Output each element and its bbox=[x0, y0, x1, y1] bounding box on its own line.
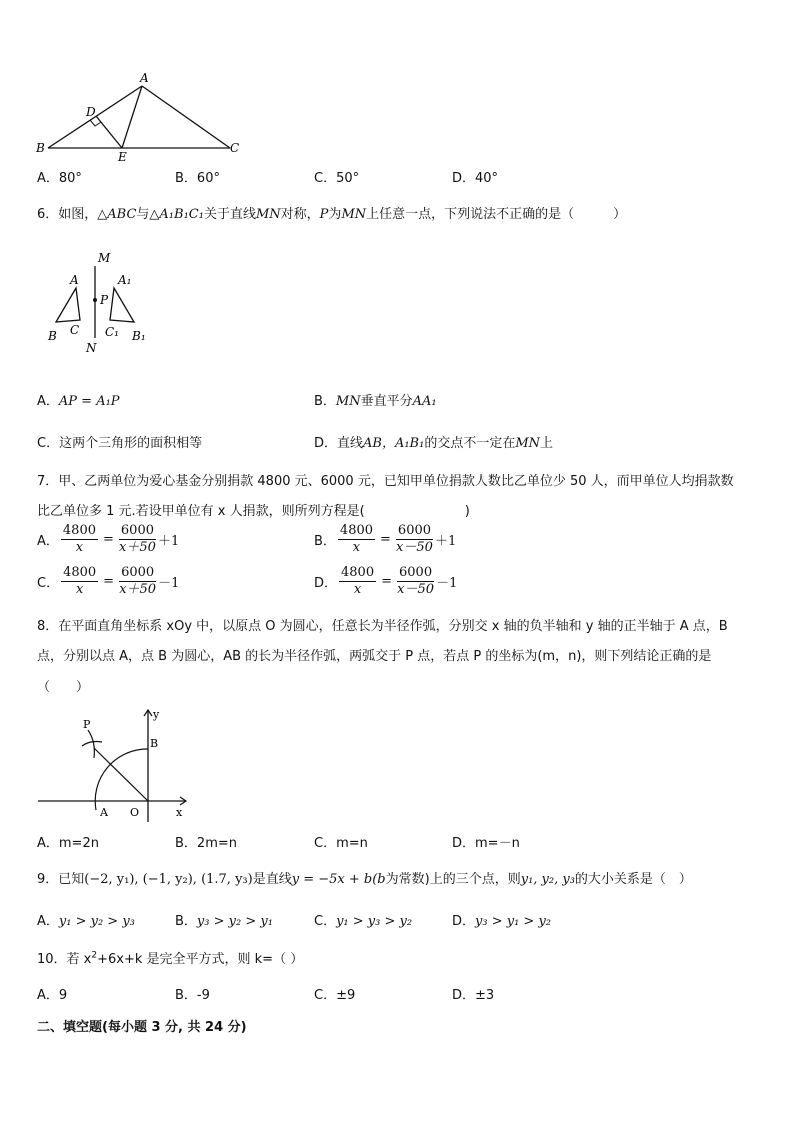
numerator: 6000 bbox=[121, 565, 155, 580]
side-ac bbox=[142, 86, 230, 148]
q6-stem-p: P bbox=[319, 207, 329, 222]
q9-line-equation: y = −5x + b( bbox=[291, 872, 378, 887]
label-p: P bbox=[100, 293, 109, 307]
label-e: E bbox=[118, 150, 127, 164]
denominator: x＋50 bbox=[119, 540, 156, 555]
q6-option-b-math: MN bbox=[335, 394, 361, 409]
q10-option-b: B．-9 bbox=[175, 988, 210, 1003]
label-n: N bbox=[86, 341, 97, 355]
q6-option-d-end: 上 bbox=[540, 436, 554, 451]
label-b: B bbox=[36, 141, 45, 155]
fraction bbox=[397, 565, 434, 598]
point-p bbox=[93, 298, 97, 302]
option-math: y₁ > y₂ > y₃ bbox=[58, 914, 135, 929]
segment-de bbox=[96, 116, 122, 148]
q7-option-d bbox=[314, 565, 457, 598]
q5-option-d: D．40° bbox=[452, 171, 499, 186]
q9-mid: 是直线 bbox=[252, 872, 292, 887]
fraction bbox=[61, 523, 98, 556]
q6-option-d-math: AB，A₁B₁ bbox=[363, 436, 425, 451]
q6-stem-part: 与△ bbox=[136, 207, 160, 222]
arc-from-a bbox=[82, 742, 102, 747]
q6-stem-part: 为 bbox=[328, 207, 342, 222]
arc-from-b bbox=[88, 730, 94, 758]
q10-option-c: C．±9 bbox=[314, 988, 356, 1003]
numerator: 4800 bbox=[63, 565, 97, 580]
q9-end: 的大小关系是（ ） bbox=[574, 872, 692, 887]
label-a: A bbox=[100, 806, 108, 819]
q8-stem-line1: 8．在平面直角坐标系 xOy 中，以原点 O 为圆心，任意长为半径作弧，分别交 x 轴的负半轴和 y 轴的正半轴于 A 点，B bbox=[37, 619, 728, 634]
q8-stem-line2: 点，分别以点 A，点 B 为圆心，AB 的长为半径作弧，两弧交于 P 点，若点 P 的坐标为(m，n)，则下列结论正确的是 bbox=[37, 649, 712, 664]
denominator: x＋50 bbox=[119, 582, 157, 597]
q7-option-c bbox=[37, 565, 179, 598]
label-a: A bbox=[70, 273, 79, 287]
q6-stem-mn2: MN bbox=[341, 207, 367, 222]
q8-option-d: D．m=－n bbox=[452, 836, 520, 851]
label-c1: C₁ bbox=[105, 325, 119, 339]
q10-exponent: 2 bbox=[91, 950, 98, 961]
q9-stem bbox=[37, 868, 692, 887]
q6-stem bbox=[37, 203, 626, 222]
option-label: D． bbox=[452, 914, 476, 929]
numerator: 6000 bbox=[397, 523, 432, 538]
q10-pre: 10．若 x bbox=[37, 952, 92, 967]
q9-option-c bbox=[314, 910, 412, 929]
q6-stem-part: 关于直线 bbox=[203, 207, 256, 222]
label-p: P bbox=[83, 718, 91, 731]
fraction bbox=[396, 523, 433, 556]
equals-sign: = bbox=[380, 532, 391, 547]
q9-b-text: 为常数) bbox=[385, 872, 430, 887]
equation-tail: －1 bbox=[436, 576, 458, 591]
option-label: A． bbox=[37, 914, 59, 929]
segment-ae bbox=[122, 86, 142, 148]
label-o: O bbox=[130, 806, 140, 819]
q7-stem-line2 bbox=[37, 500, 470, 519]
fraction bbox=[119, 523, 156, 556]
q8-stem-line3: （ ） bbox=[37, 680, 90, 695]
q5-option-a: A．80° bbox=[37, 171, 82, 186]
q6-option-a-label: A． bbox=[37, 394, 59, 409]
q7-stem-line2-end: ) bbox=[464, 504, 470, 519]
q8-option-a: A．m=2n bbox=[37, 836, 99, 851]
numerator: 4800 bbox=[339, 523, 374, 538]
q9-vars: y₁, y₂, y₃ bbox=[520, 872, 575, 887]
denominator: x bbox=[352, 540, 361, 555]
q10-option-d: D．±3 bbox=[452, 988, 495, 1003]
q6-stem-abc: ABC bbox=[107, 207, 137, 222]
q10-stem bbox=[37, 948, 303, 967]
label-x: x bbox=[176, 806, 183, 819]
section-title: 二、填空题(每小题 3 分, 共 24 分) bbox=[37, 1020, 247, 1035]
numerator: 6000 bbox=[120, 523, 154, 538]
coordinate-figure-q8 bbox=[36, 700, 196, 825]
q6-option-d bbox=[314, 432, 553, 451]
option-label: B． bbox=[175, 914, 197, 929]
option-math: y₃ > y₂ > y₁ bbox=[196, 914, 273, 929]
numerator: 6000 bbox=[399, 565, 433, 580]
q6-stem-a1b1c1: A₁B₁C₁ bbox=[159, 207, 204, 222]
option-label: B． bbox=[314, 534, 336, 549]
fraction bbox=[119, 565, 156, 598]
q10-option-a: A．9 bbox=[37, 988, 68, 1003]
label-d: D bbox=[86, 105, 96, 119]
label-a1: A₁ bbox=[118, 273, 132, 287]
equation-tail: ＋1 bbox=[435, 534, 457, 549]
q5-option-b: B．60° bbox=[175, 171, 220, 186]
q6-option-b-text: 垂直平分 bbox=[360, 394, 413, 409]
q9-post: 上的三个点，则 bbox=[429, 872, 521, 887]
denominator: x bbox=[353, 582, 362, 597]
q7-stem-line2-text: 比乙单位多 1 元.若设甲单位有 x 人捐款，则所列方程是( bbox=[37, 504, 365, 519]
fraction bbox=[338, 523, 375, 556]
q6-option-d-math2: MN bbox=[515, 436, 541, 451]
equation-tail: ＋1 bbox=[158, 534, 180, 549]
q6-stem-part: 对称， bbox=[280, 207, 320, 222]
q9-points: (−2, y₁), (−1, y₂), (1.7, y₃) bbox=[84, 872, 253, 887]
q6-option-d-label: D．直线 bbox=[314, 436, 364, 451]
triangle-figure-q5 bbox=[30, 70, 250, 165]
q8-option-b: B．2m=n bbox=[175, 836, 237, 851]
q7-stem-line1: 7．甲、乙两单位为爱心基金分别捐款 4800 元、6000 元，已知甲单位捐款人数比乙单位少 50 人，而甲单位人均捐款数 bbox=[37, 474, 734, 489]
option-label: D． bbox=[314, 576, 338, 591]
denominator: x bbox=[75, 540, 84, 555]
q9-option-b bbox=[175, 910, 273, 929]
label-b: B bbox=[150, 737, 159, 750]
option-math: y₁ > y₃ > y₂ bbox=[336, 914, 413, 929]
q9-option-d bbox=[452, 910, 551, 929]
denominator: x－50 bbox=[396, 540, 433, 555]
equals-sign: = bbox=[103, 532, 114, 547]
q6-stem-part: 上任意一点，下列说法不正确的是（ ） bbox=[366, 207, 627, 222]
q6-option-b-math2: AA₁ bbox=[412, 394, 437, 409]
fraction bbox=[339, 565, 376, 598]
q9-b: b bbox=[377, 872, 386, 887]
q5-option-c: C．50° bbox=[314, 171, 360, 186]
denominator: x bbox=[75, 582, 84, 597]
label-b: B bbox=[48, 329, 57, 343]
q6-option-a-math: AP = A₁P bbox=[58, 394, 120, 409]
symmetry-figure-q6 bbox=[40, 248, 170, 358]
q6-option-c: C．这两个三角形的面积相等 bbox=[37, 436, 203, 451]
fraction bbox=[61, 565, 98, 598]
triangle-a1b1c1 bbox=[110, 288, 134, 322]
q6-option-d-text: 的交点不一定在 bbox=[424, 436, 516, 451]
label-b1: B₁ bbox=[132, 329, 146, 343]
q6-stem-part: 6．如图，△ bbox=[37, 207, 108, 222]
q6-stem-mn: MN bbox=[255, 207, 281, 222]
q6-option-b-label: B． bbox=[314, 394, 336, 409]
q10-post: +6x+k 是完全平方式，则 k=（ ） bbox=[97, 952, 304, 967]
q6-option-a bbox=[37, 390, 120, 409]
option-label: C． bbox=[314, 914, 337, 929]
equals-sign: = bbox=[103, 574, 115, 589]
numerator: 4800 bbox=[62, 523, 96, 538]
q7-option-a bbox=[37, 523, 179, 556]
q9-option-a bbox=[37, 910, 135, 929]
label-m: M bbox=[98, 251, 111, 265]
q8-option-c: C．m=n bbox=[314, 836, 368, 851]
triangle-abc bbox=[56, 288, 80, 322]
option-label: A． bbox=[37, 534, 59, 549]
option-label: C． bbox=[37, 576, 60, 591]
label-a: A bbox=[140, 71, 149, 85]
equals-sign: = bbox=[381, 574, 393, 589]
q9-pre: 9．已知 bbox=[37, 872, 85, 887]
denominator: x－50 bbox=[397, 582, 434, 597]
label-c: C bbox=[70, 323, 80, 337]
label-y: y bbox=[153, 708, 160, 721]
label-c: C bbox=[230, 141, 240, 155]
numerator: 4800 bbox=[341, 565, 375, 580]
equation-tail: －1 bbox=[158, 576, 180, 591]
q6-option-b bbox=[314, 390, 437, 409]
option-math: y₃ > y₁ > y₂ bbox=[475, 914, 551, 929]
q7-option-b bbox=[314, 523, 456, 556]
